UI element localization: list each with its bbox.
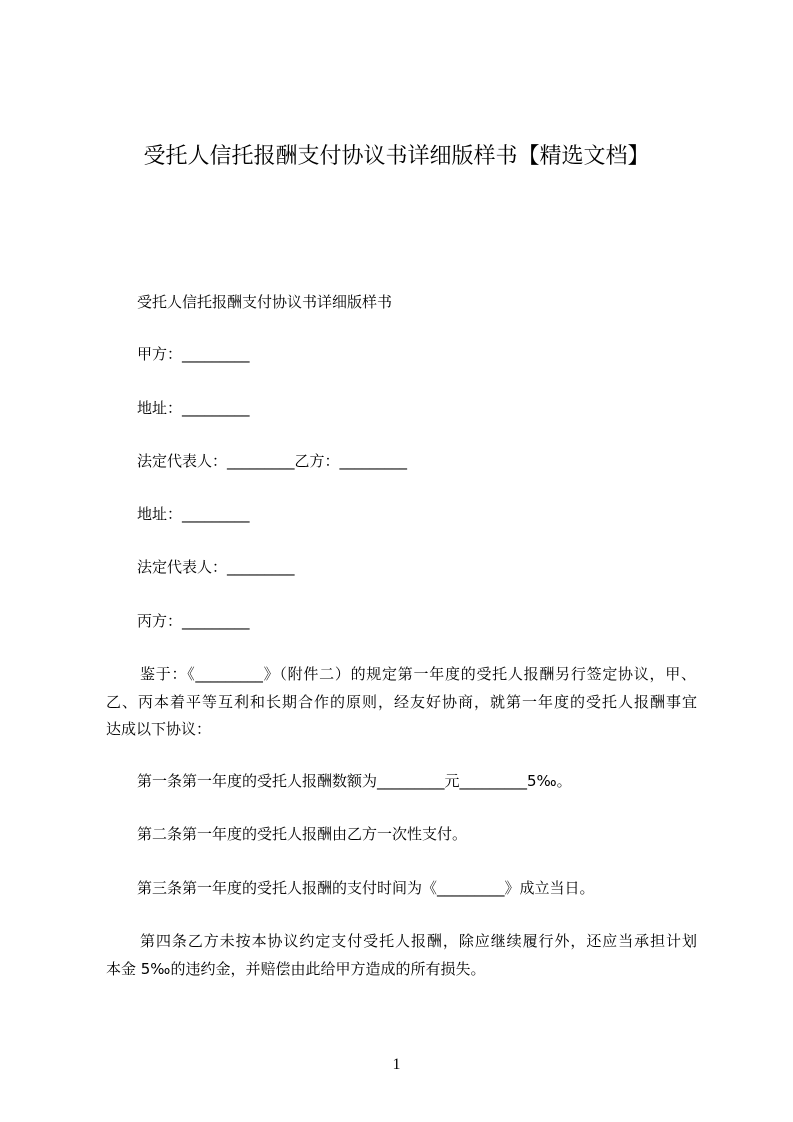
paragraph-heading: 受托人信托报酬支付协议书详细版样书 <box>137 293 393 311</box>
party-a-line: 甲方：_________ <box>137 345 250 363</box>
page-number: 1 <box>392 1056 401 1073</box>
article-4-line-2: 本金 5‰的违约金，并赔偿由此给甲方造成的所有损失。 <box>106 960 486 978</box>
address-line-1: 地址：_________ <box>137 399 250 417</box>
whereas-line-2: 乙、丙本着平等互利和长期合作的原则，经友好协商，就第一年度的受托人报酬事宜 <box>106 693 697 711</box>
address-line-2: 地址：_________ <box>137 505 250 523</box>
party-c-line: 丙方：_________ <box>137 612 250 630</box>
article-3-line: 第三条第一年度的受托人报酬的支付时间为《_________》成立当日。 <box>137 879 595 897</box>
legal-rep-party-b-line: 法定代表人：_________乙方：_________ <box>137 452 408 470</box>
legal-rep-line-2: 法定代表人：_________ <box>137 558 295 576</box>
whereas-line-3: 达成以下协议： <box>106 720 212 738</box>
whereas-line-1: 鉴于：《_________》（附件二）的规定第一年度的受托人报酬另行签定协议，甲、 <box>140 665 696 683</box>
article-2-line: 第二条第一年度的受托人报酬由乙方一次性支付。 <box>137 825 468 843</box>
document-title: 受托人信托报酬支付协议书详细版样书【精选文档】 <box>143 144 650 169</box>
article-4-line-1: 第四条乙方未按本协议约定支付受托人报酬，除应继续履行外，还应当承担计划 <box>140 932 697 950</box>
article-1-line: 第一条第一年度的受托人报酬数额为_________元_________5‰。 <box>137 772 572 790</box>
